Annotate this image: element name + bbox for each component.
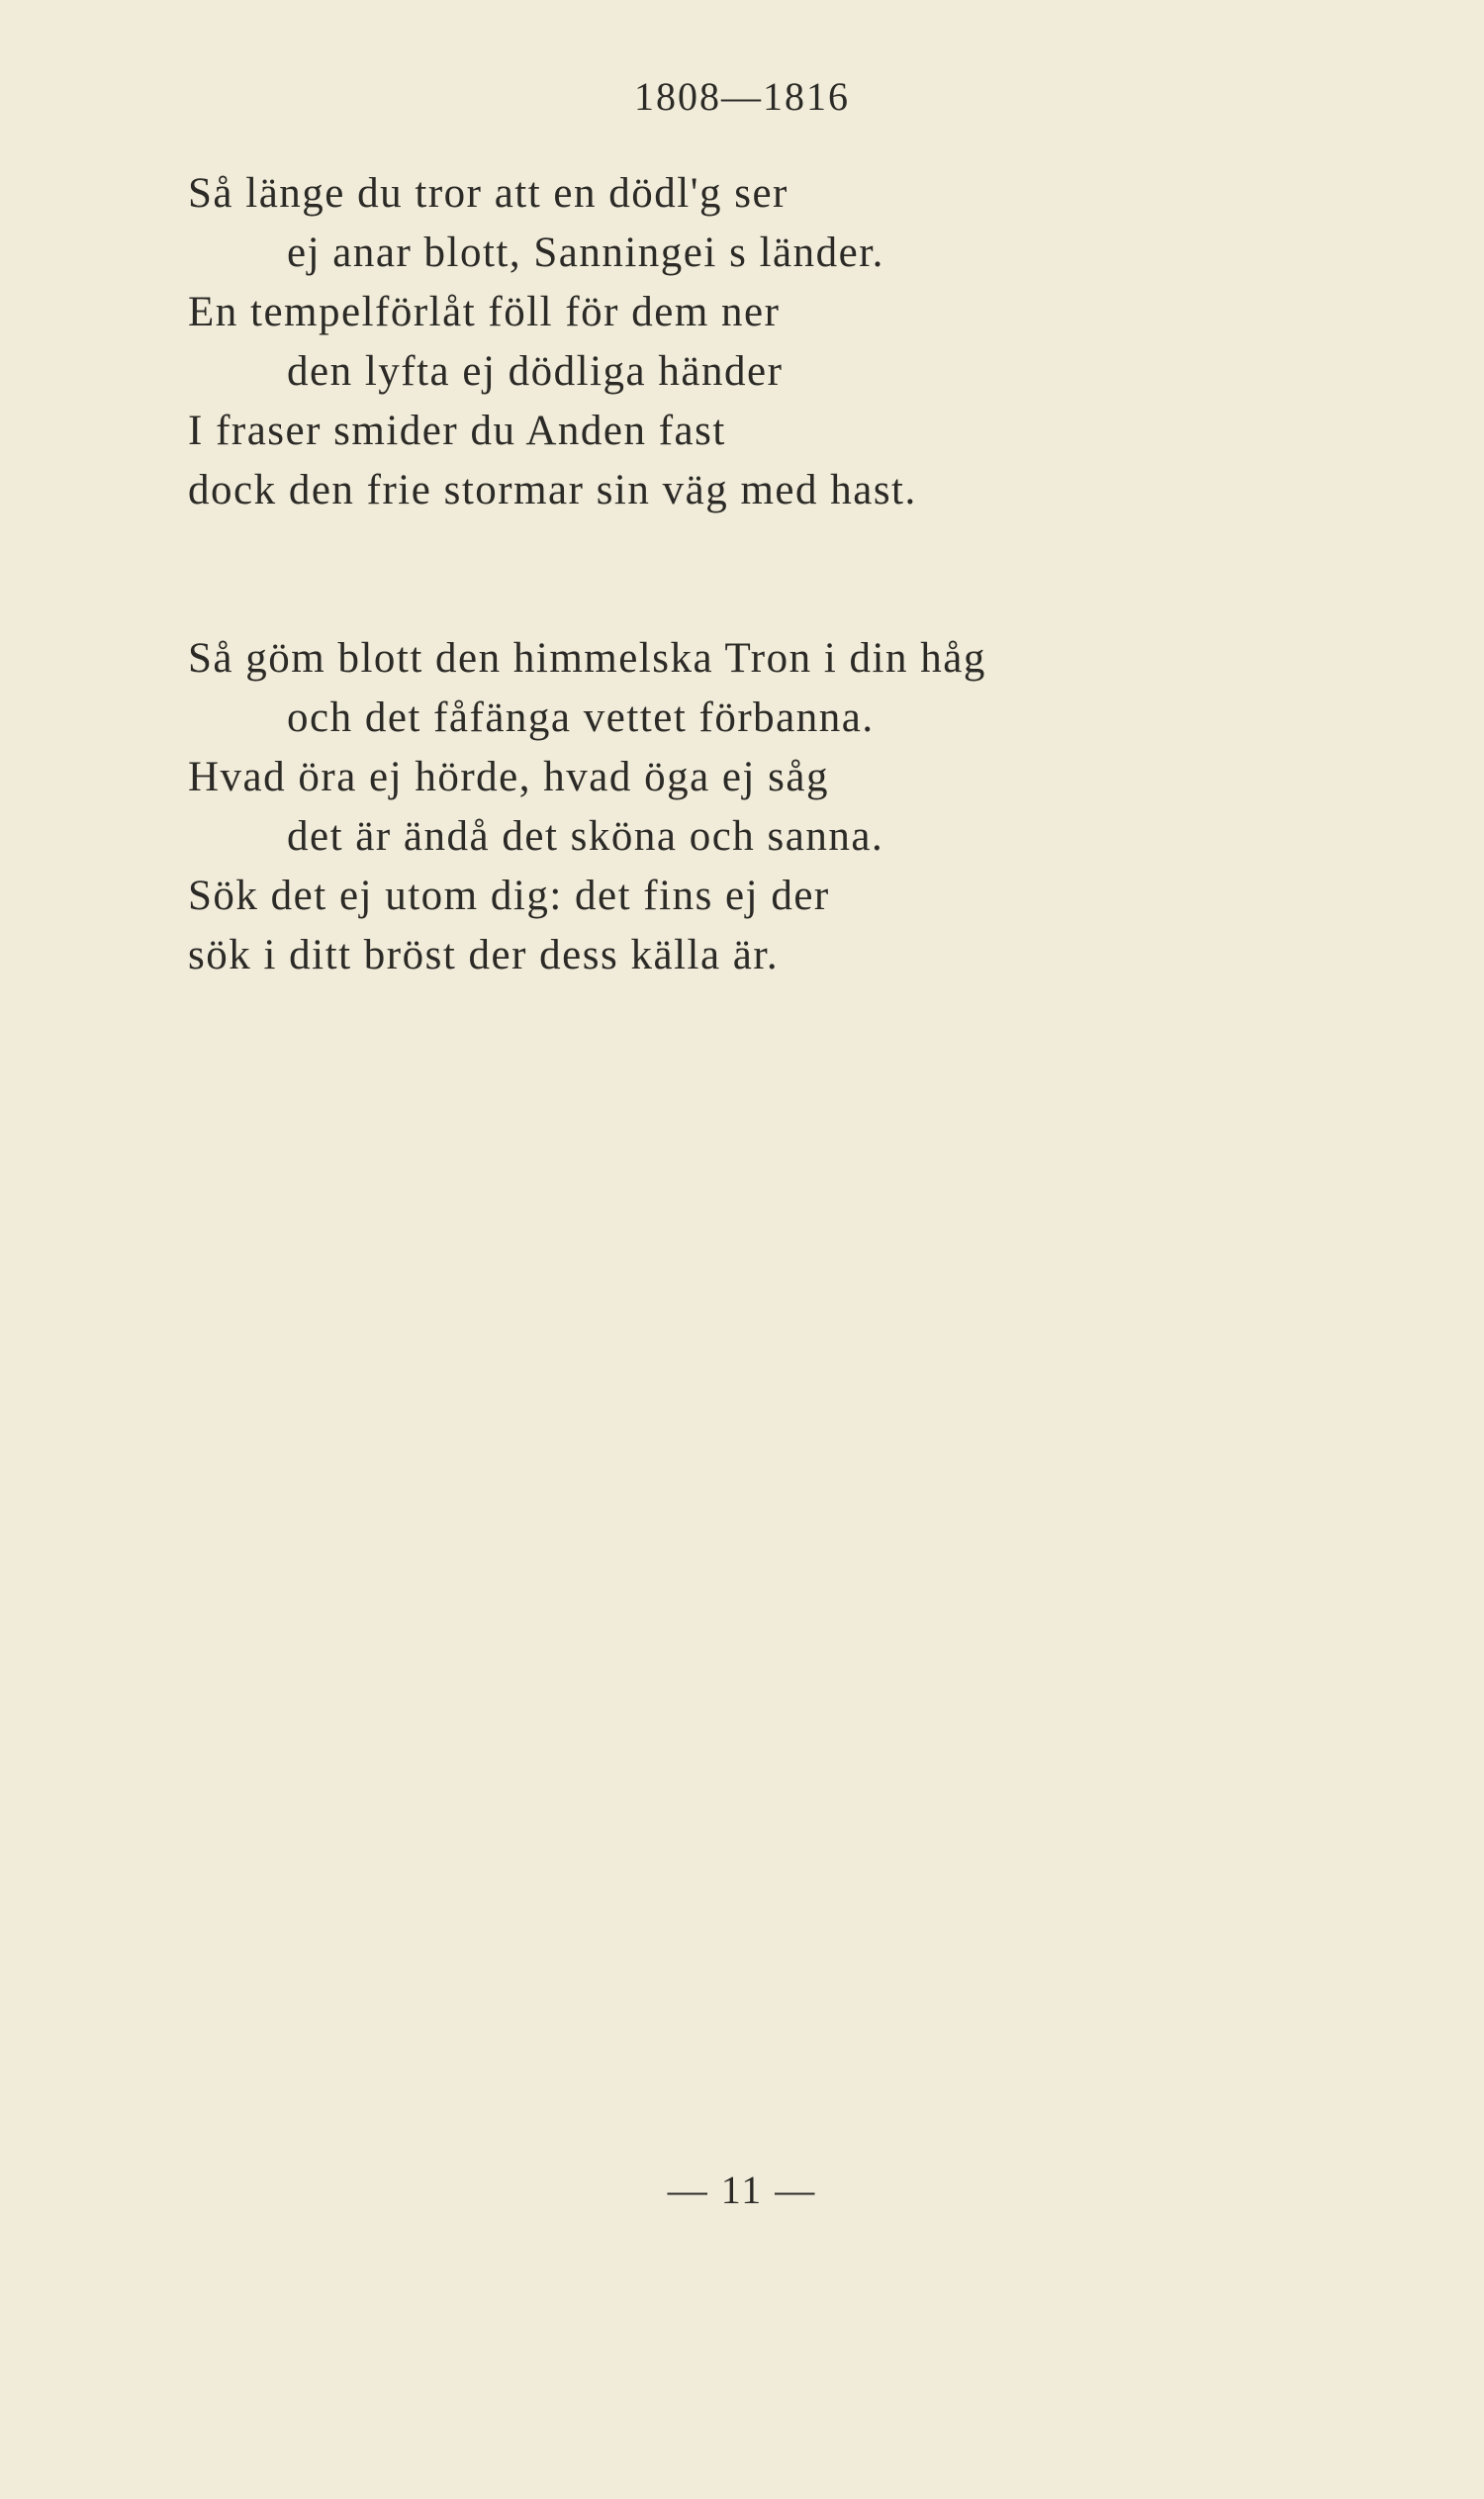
stanza-1 bbox=[188, 164, 1435, 520]
poem-line: Sök det ej utom dig: det fins ej der bbox=[188, 873, 830, 919]
poem-line: Så länge du tror att en dödl'g ser bbox=[188, 170, 788, 217]
poem-line: ej anar blott, Sanningei s länder. bbox=[287, 230, 884, 276]
poem bbox=[188, 164, 1435, 985]
poem-line: En tempelförlåt föll för dem ner bbox=[188, 289, 781, 335]
poem-line: Hvad öra ej hörde, hvad öga ej såg bbox=[188, 754, 830, 800]
poem-line: Så göm blott den himmelska Tron i din håg bbox=[188, 635, 986, 682]
poem-line: det är ändå det sköna och sanna. bbox=[287, 813, 884, 860]
running-head: 1808—1816 bbox=[634, 74, 850, 119]
poem-line: dock den frie stormar sin väg med hast. bbox=[188, 467, 917, 513]
poem-line: och det fåfänga vettet förbanna. bbox=[287, 694, 875, 741]
page-number: — 11 — bbox=[667, 2168, 817, 2212]
stanza-2 bbox=[188, 629, 1435, 985]
poem-line: den lyfta ej dödliga händer bbox=[287, 348, 784, 395]
poem-line: sök i ditt bröst der dess källa är. bbox=[188, 932, 780, 978]
poem-line: I fraser smider du Anden fast bbox=[188, 408, 726, 454]
